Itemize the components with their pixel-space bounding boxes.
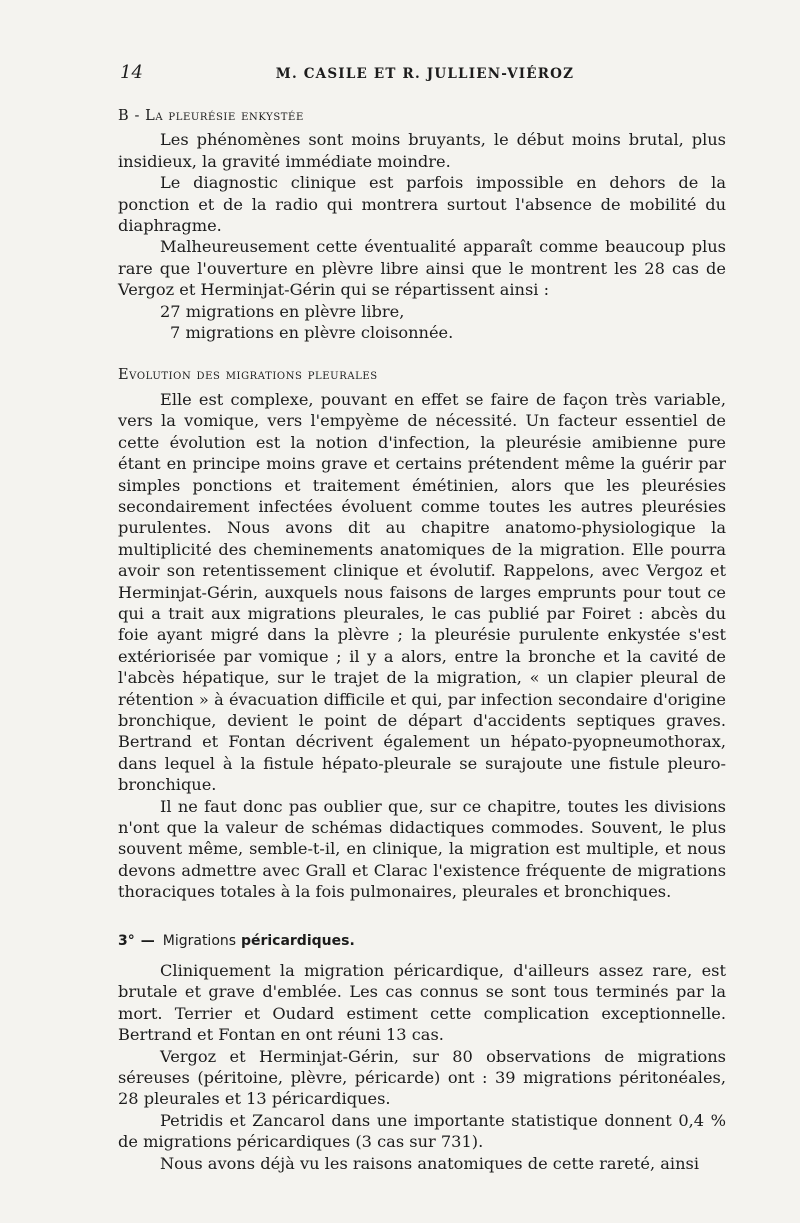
section-heading-migrations-pericardiques xyxy=(118,931,726,952)
list-item: 7 migrations en plèvre cloisonnée. xyxy=(170,323,454,343)
paragraph: Elle est complexe, pouvant en effet se faire de façon très variable, vers la vomique, vers l'empyème de nécessité. Un facteur essentiel de cette évolution est la notion d'infection, la pleurésie amibienne pure étant en principe moins grave et certains prétendent même la guérir par simples ponctions et traitement émétinien, alors que les pleurésies secondairement infectées évoluent comme toutes les autres pleurésies purulentes. Nous avons dit au chapitre anatomo-physiologique la multiplicité des cheminements anatomiques de la migration. Elle pourra avoir son retentissement clinique et évolutif. Rappelons, avec Vergoz et Herminjat-Gérin, auxquels nous faisons de larges emprunts pour tout ce qui a trait aux migrations pleurales, le cas publié par Foiret : abcès du foie ayant migré dans la plèvre ; la pleurésie purulente enkystée s'est extériorisée par vomique ; il y a alors, entre la bronche et la cavité de l'abcès hépatique, sur le trajet de la migration, « un clapier pleural de rétention » à évacuation difficile et qui, par infection secondaire d'origine bronchique, devient le point de départ d'accidents septiques graves. Bertrand et Fontan décrivent également un hépato-pyopneumothorax, dans lequel à la fistule hépato-pleurale se surajoute une fistule pleuro-bronchique. xyxy=(118,389,726,795)
paragraph: Il ne faut donc pas oublier que, sur ce chapitre, toutes les divisions n'ont que la valeur de schémas didactiques commodes. Souvent, le plus souvent même, semble-t-il, en clinique, la migration est multiple, et nous devons admettre avec Grall et Clarac l'existence fréquente de migrations thoraciques totales à la fois pulmonaires, pleurales et bronchiques. xyxy=(118,796,726,902)
section-heading-pleuresie-enkystee: B - La pleurésie enkystée xyxy=(118,108,304,124)
paragraph: Les phénomènes sont moins bruyants, le début moins brutal, plus insidieux, la gravité immédiate moindre. xyxy=(118,130,726,171)
page-header xyxy=(120,62,730,88)
heading-second-word: péricardiques. xyxy=(240,932,355,949)
section-number: 3° xyxy=(118,932,135,949)
page-number: 14 xyxy=(120,62,143,83)
paragraph: Vergoz et Herminjat-Gérin, sur 80 observations de migrations séreuses (péritoine, plèvre, péricarde) ont : 39 migrations péritonéales, 28 pleurales et 13 péricardiques. xyxy=(118,1046,726,1109)
section-heading-evolution: Evolution des migrations pleurales xyxy=(118,367,378,384)
page-body xyxy=(118,106,726,1174)
paragraph: Nous avons déjà vu les raisons anatomiques de cette rareté, ainsi xyxy=(160,1153,700,1173)
spacer xyxy=(118,343,726,365)
spacer xyxy=(118,903,726,931)
heading-first-word: Migrations xyxy=(162,932,237,949)
running-head: M. CASILE ET R. JULLIEN-VIÉROZ xyxy=(275,66,575,82)
paragraph: Le diagnostic clinique est parfois impossible en dehors de la ponction et de la radio qui montrera surtout l'absence de mobilité du diaphragme. xyxy=(118,173,726,236)
paragraph: Cliniquement la migration péricardique, d'ailleurs assez rare, est brutale et grave d'emblée. Les cas connus se sont tous terminés par la mort. Terrier et Oudard estiment cette complication exceptionnelle. Bertrand et Fontan en ont réuni 13 cas. xyxy=(118,961,726,1045)
list-item: 27 migrations en plèvre libre, xyxy=(160,301,405,321)
paragraph: Petridis et Zancarol dans une importante statistique donnent 0,4 % de migrations péricardiques (3 cas sur 731). xyxy=(118,1110,726,1152)
paragraph: Malheureusement cette éventualité apparaît comme beaucoup plus rare que l'ouverture en plèvre libre ainsi que le montrent les 28 cas de Vergoz et Herminjat-Gérin qui se répartissent ainsi : xyxy=(118,237,726,300)
heading-dash: — xyxy=(140,932,155,949)
